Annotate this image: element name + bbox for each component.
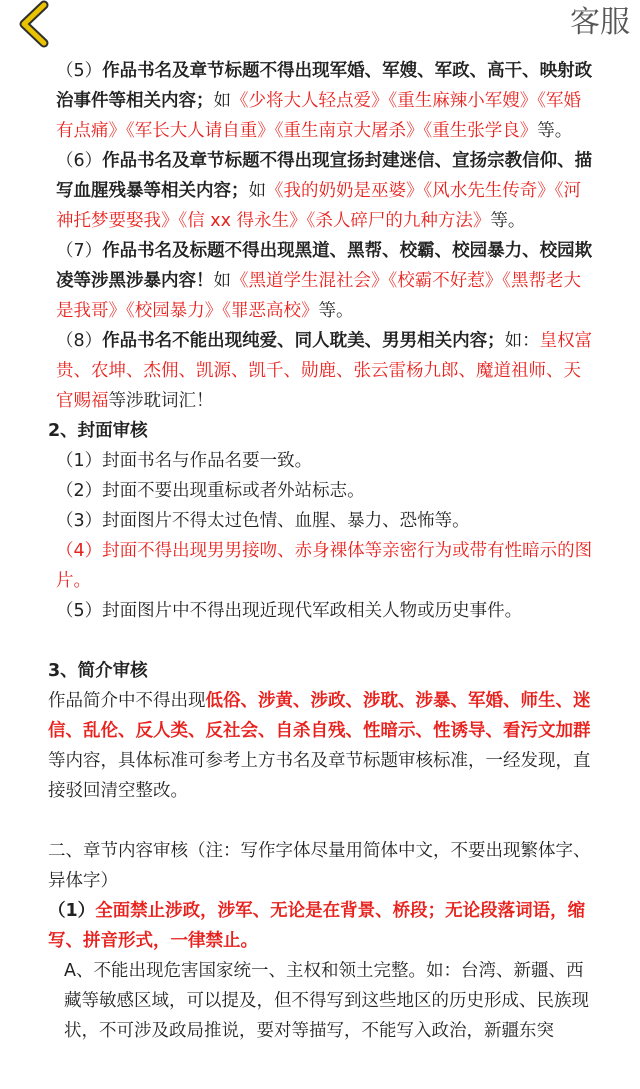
rule-8: （8）作品书名不能出现纯爱、同人耽美、男男相关内容；如：皇权富贵、农坤、杰佣、凯源、凯千、勋鹿、张云雷杨九郎、魔道祖师、天官赐福等涉耽词汇！: [56, 331, 593, 411]
top-bar: [0, 0, 640, 48]
chapter-review-heading: 二、章节内容审核（注：写作字体尽量用简体中文，不要出现繁体字、异体字）: [48, 841, 591, 891]
review-rules-document: [48, 56, 596, 1046]
spacer: [48, 806, 596, 836]
chevron-left-icon: [10, 0, 56, 48]
cover-review-heading: 2、封面审核: [48, 421, 148, 441]
back-button[interactable]: [10, 0, 56, 48]
intro-review-heading: 3、简介审核: [48, 661, 148, 681]
cover-item-4: （4）封面不得出现男男接吻、赤身裸体等亲密行为或带有性暗示的图片。: [56, 541, 593, 591]
cover-item-2: （2）封面不要出现重标或者外站标志。: [56, 481, 365, 501]
chapter-rule-1: （1）全面禁止涉政，涉军、无论是在背景、桥段；无论段落词语，缩写、拼音形式，一律禁止。: [48, 901, 586, 951]
article-content: [0, 52, 640, 1089]
customer-service-button[interactable]: 客服: [570, 5, 630, 40]
cover-item-1: （1）封面书名与作品名要一致。: [56, 451, 313, 471]
cover-item-5: （5）封面图片中不得出现近现代军政相关人物或历史事件。: [56, 601, 523, 621]
rule-7: （7）作品书名及标题不得出现黑道、黑帮、校霸、校园暴力、校园欺凌等涉黑涉暴内容！如《黑道学生混社会》《校霸不好惹》《黑帮老大是我哥》《校园暴力》《罪恶高校》等。: [56, 241, 593, 321]
rule-6: （6）作品书名及章节标题不得出现宣扬封建迷信、宣扬宗教信仰、描写血腥残暴等相关内容；如《我的奶奶是巫婆》《风水先生传奇》《河神托梦要娶我》《信 xx 得永生》《杀人碎尸的九种方法》等。: [56, 151, 593, 231]
cover-item-3: （3）封面图片不得太过色情、血腥、暴力、恐怖等。: [56, 511, 470, 531]
spacer: [48, 626, 596, 656]
chapter-rule-a: A、不能出现危害国家统一、主权和领土完整。如：台湾、新疆、西藏等敏感区域，可以提及，但不得写到这些地区的历史形成、民族现状，不可涉及政局推说，要对等描写，不能写入政治，新疆东突: [64, 961, 589, 1041]
intro-review-text: 作品简介中不得出现低俗、涉黄、涉政、涉耽、涉暴、军婚、师生、迷信、乱伦、反人类、反社会、自杀自残、性暗示、性诱导、看污文加群等内容，具体标准可参考上方书名及章节标题审核标准，一经发现，直接驳回清空整改。: [48, 691, 591, 801]
rule-5: （5）作品书名及章节标题不得出现军婚、军嫂、军政、高干、映射政治事件等相关内容；如《少将大人轻点爱》《重生麻辣小军嫂》《军婚有点痛》《军长大人请自重》《重生南京大屠杀》《重生张学良》等。: [56, 61, 593, 141]
